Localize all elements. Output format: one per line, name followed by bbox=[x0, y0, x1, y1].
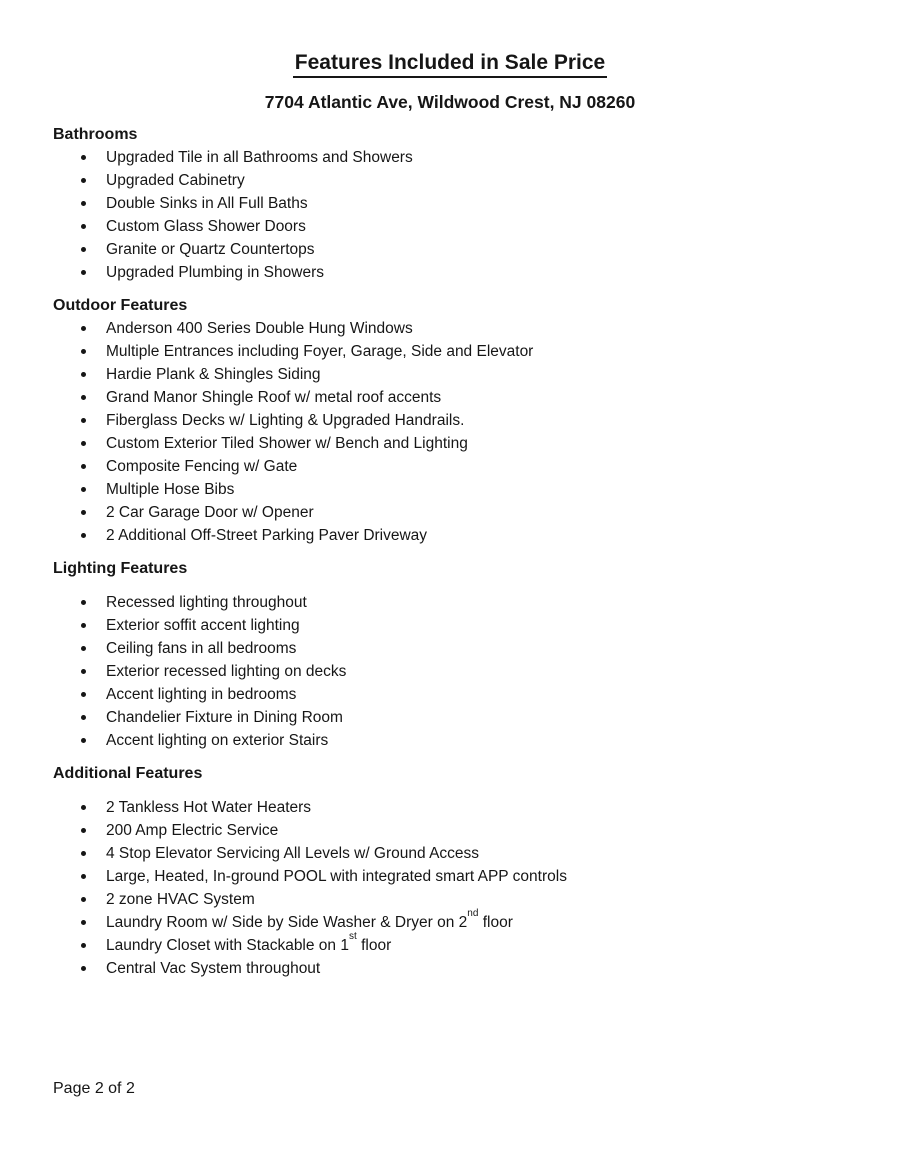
list-item-text: Multiple Entrances including Foyer, Garage, Side and Elevator bbox=[106, 343, 534, 360]
list-item bbox=[53, 614, 860, 637]
feature-section bbox=[53, 762, 860, 980]
list-item bbox=[53, 215, 860, 238]
list-item bbox=[53, 478, 860, 501]
list-item-text: Upgraded Tile in all Bathrooms and Showers bbox=[106, 149, 413, 166]
list-item bbox=[53, 432, 860, 455]
list-item-text: Large, Heated, In-ground POOL with integrated smart APP controls bbox=[106, 868, 567, 885]
list-item bbox=[53, 363, 860, 386]
page-title: Features Included in Sale Price bbox=[293, 51, 607, 78]
list-item-text: Chandelier Fixture in Dining Room bbox=[106, 709, 343, 726]
ordinal-superscript: nd bbox=[467, 908, 479, 920]
list-item-text: Composite Fencing w/ Gate bbox=[106, 458, 298, 475]
list-item bbox=[53, 455, 860, 478]
list-item bbox=[53, 706, 860, 729]
feature-list bbox=[53, 796, 860, 980]
list-item-text: Multiple Hose Bibs bbox=[106, 481, 235, 498]
list-item-text: Accent lighting in bedrooms bbox=[106, 686, 297, 703]
document-header bbox=[0, 0, 900, 113]
list-item-text: 2 Car Garage Door w/ Opener bbox=[106, 504, 314, 521]
list-item-text: Ceiling fans in all bedrooms bbox=[106, 640, 297, 657]
list-item bbox=[53, 146, 860, 169]
list-item-text: 4 Stop Elevator Servicing All Levels w/ Ground Access bbox=[106, 845, 480, 862]
list-item-text: Double Sinks in All Full Baths bbox=[106, 195, 308, 212]
list-item bbox=[53, 238, 860, 261]
bullet-icon bbox=[81, 155, 86, 160]
feature-section bbox=[53, 123, 860, 284]
bullet-icon bbox=[81, 224, 86, 229]
list-item-text: Laundry Closet with Stackable on 1st floor bbox=[106, 931, 392, 954]
list-item bbox=[53, 957, 860, 980]
list-item-text: 2 Tankless Hot Water Heaters bbox=[106, 799, 312, 816]
bullet-icon bbox=[81, 623, 86, 628]
list-item-text: 200 Amp Electric Service bbox=[106, 822, 279, 839]
bullet-icon bbox=[81, 669, 86, 674]
bullet-icon bbox=[81, 247, 86, 252]
list-item-text: Granite or Quartz Countertops bbox=[106, 241, 315, 258]
list-item bbox=[53, 317, 860, 340]
bullet-icon bbox=[81, 270, 86, 275]
bullet-icon bbox=[81, 874, 86, 879]
list-item bbox=[53, 796, 860, 819]
bullet-icon bbox=[81, 372, 86, 377]
list-item-text: Upgraded Cabinetry bbox=[106, 172, 245, 189]
bullet-icon bbox=[81, 178, 86, 183]
list-item bbox=[53, 931, 860, 957]
list-item-text: Custom Glass Shower Doors bbox=[106, 218, 306, 235]
bullet-icon bbox=[81, 738, 86, 743]
bullet-icon bbox=[81, 646, 86, 651]
bullet-icon bbox=[81, 487, 86, 492]
list-item bbox=[53, 501, 860, 524]
bullet-icon bbox=[81, 805, 86, 810]
feature-section bbox=[53, 557, 860, 752]
list-item-text: Grand Manor Shingle Roof w/ metal roof accents bbox=[106, 389, 442, 406]
list-item bbox=[53, 819, 860, 842]
bullet-icon bbox=[81, 966, 86, 971]
list-item-text: Accent lighting on exterior Stairs bbox=[106, 732, 329, 749]
list-item-text: Recessed lighting throughout bbox=[106, 594, 307, 611]
list-item bbox=[53, 591, 860, 614]
section-heading: Outdoor Features bbox=[53, 297, 188, 314]
section-heading: Additional Features bbox=[53, 765, 203, 782]
list-item-text: Fiberglass Decks w/ Lighting & Upgraded Handrails. bbox=[106, 412, 465, 429]
property-address: 7704 Atlantic Ave, Wildwood Crest, NJ 08260 bbox=[264, 92, 636, 112]
bullet-icon bbox=[81, 715, 86, 720]
bullet-icon bbox=[81, 828, 86, 833]
list-item bbox=[53, 660, 860, 683]
ordinal-superscript: st bbox=[348, 931, 357, 943]
bullet-icon bbox=[81, 897, 86, 902]
list-item bbox=[53, 386, 860, 409]
list-item bbox=[53, 169, 860, 192]
bullet-icon bbox=[81, 692, 86, 697]
bullet-icon bbox=[81, 920, 86, 925]
list-item-text: Upgraded Plumbing in Showers bbox=[106, 264, 324, 281]
bullet-icon bbox=[81, 943, 86, 948]
list-item bbox=[53, 637, 860, 660]
list-item bbox=[53, 261, 860, 284]
page-number: Page 2 of 2 bbox=[53, 1080, 135, 1097]
document-body bbox=[53, 123, 860, 980]
list-item-text: Exterior recessed lighting on decks bbox=[106, 663, 347, 680]
section-heading: Lighting Features bbox=[53, 560, 188, 577]
bullet-icon bbox=[81, 349, 86, 354]
list-item-text: Laundry Room w/ Side by Side Washer & Dryer on 2nd floor bbox=[106, 908, 513, 931]
feature-list bbox=[53, 317, 860, 547]
list-item bbox=[53, 842, 860, 865]
section-heading: Bathrooms bbox=[53, 126, 138, 143]
list-item bbox=[53, 908, 860, 934]
feature-list bbox=[53, 146, 860, 284]
list-item bbox=[53, 865, 860, 888]
list-item bbox=[53, 888, 860, 911]
bullet-icon bbox=[81, 395, 86, 400]
feature-section bbox=[53, 294, 860, 547]
list-item bbox=[53, 683, 860, 706]
list-item-text: 2 zone HVAC System bbox=[106, 891, 255, 908]
list-item-text: 2 Additional Off-Street Parking Paver Driveway bbox=[106, 527, 428, 544]
list-item-text: Custom Exterior Tiled Shower w/ Bench and Lighting bbox=[106, 435, 468, 452]
bullet-icon bbox=[81, 600, 86, 605]
list-item bbox=[53, 340, 860, 363]
bullet-icon bbox=[81, 201, 86, 206]
bullet-icon bbox=[81, 851, 86, 856]
bullet-icon bbox=[81, 510, 86, 515]
bullet-icon bbox=[81, 441, 86, 446]
list-item bbox=[53, 524, 860, 547]
list-item bbox=[53, 192, 860, 215]
list-item bbox=[53, 729, 860, 752]
feature-list bbox=[53, 591, 860, 752]
bullet-icon bbox=[81, 464, 86, 469]
bullet-icon bbox=[81, 533, 86, 538]
list-item bbox=[53, 409, 860, 432]
list-item-text: Anderson 400 Series Double Hung Windows bbox=[106, 320, 413, 337]
list-item-text: Central Vac System throughout bbox=[106, 960, 321, 977]
list-item-text: Exterior soffit accent lighting bbox=[106, 617, 300, 634]
list-item-text: Hardie Plank & Shingles Siding bbox=[106, 366, 321, 383]
bullet-icon bbox=[81, 418, 86, 423]
bullet-icon bbox=[81, 326, 86, 331]
